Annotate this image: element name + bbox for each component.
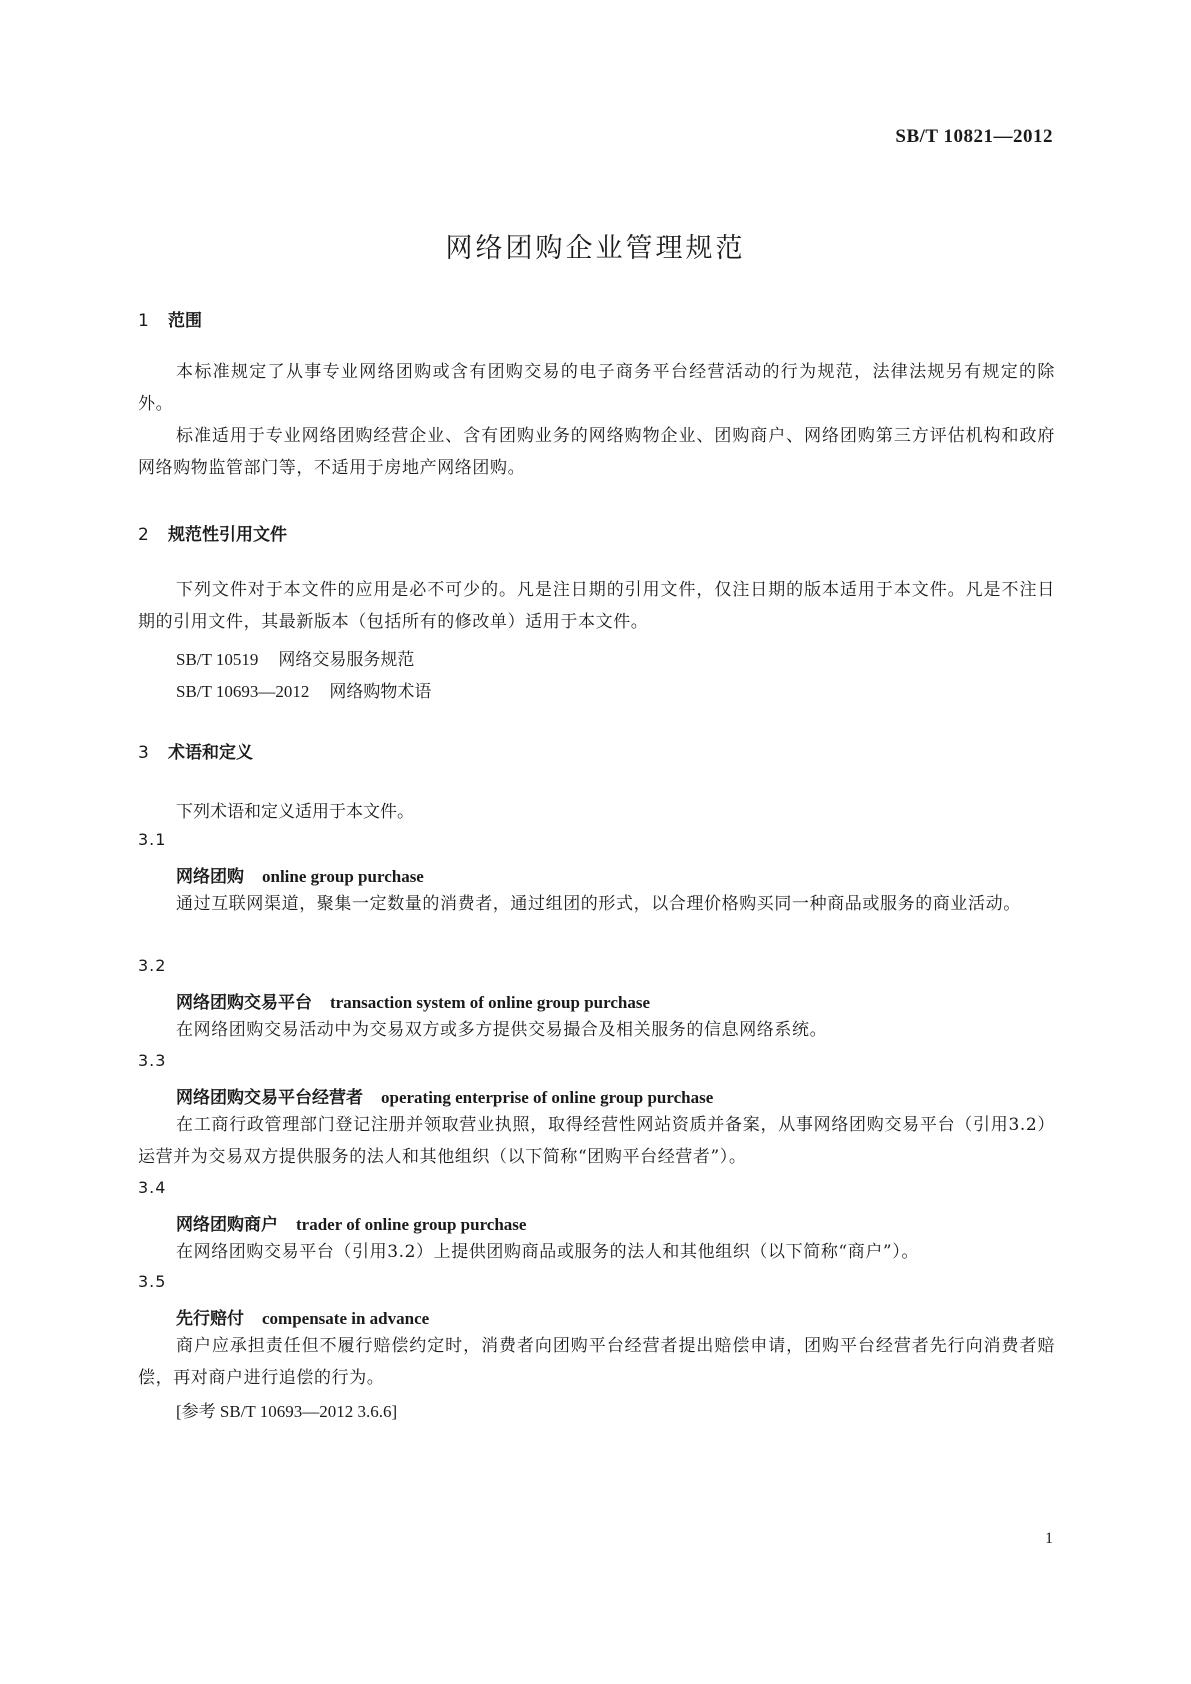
term-definition: 在网络团购交易平台（引用3.2）上提供团购商品或服务的法人和其他组织（以下简称“商户”）。	[176, 1242, 919, 1262]
term-number: 3.3	[138, 1051, 167, 1070]
term-english: operating enterprise of online group purchase	[381, 1088, 714, 1107]
term-heading	[176, 862, 424, 887]
document-title: 网络团购企业管理规范	[445, 233, 746, 264]
term-chinese: 网络团购交易平台经营者	[176, 1088, 363, 1108]
term-english: trader of online group purchase	[296, 1215, 527, 1234]
section-number: 3	[138, 743, 149, 763]
section-2-heading	[138, 520, 287, 545]
term-definition: 在网络团购交易活动中为交易双方或多方提供交易撮合及相关服务的信息网络系统。	[176, 1020, 828, 1040]
reference-name: 网络交易服务规范	[278, 650, 415, 670]
term-definition: 在工商行政管理部门登记注册并领取营业执照，取得经营性网站资质并备案，从事网络团购交易平台（引用3.2）运营并为交易双方提供服务的法人和其他组织（以下简称“团购平台经营者”）。	[138, 1115, 1055, 1167]
term-chinese: 网络团购	[176, 867, 244, 887]
term-note: [参考 SB/T 10693—2012 3.6.6]	[176, 1402, 398, 1421]
reference-item	[176, 645, 414, 670]
term-heading	[176, 1210, 526, 1235]
section-3-heading	[138, 738, 253, 763]
term-heading	[176, 988, 650, 1013]
reference-item	[176, 677, 431, 702]
paragraph: 本标准规定了从事专业网络团购或含有团购交易的电子商务平台经营活动的行为规范，法律法规另有规定的除外。	[138, 362, 1055, 414]
term-heading	[176, 1304, 429, 1329]
section-intro: 下列术语和定义适用于本文件。	[176, 802, 414, 822]
term-number: 3.5	[138, 1272, 167, 1291]
reference-code: SB/T 10693—2012	[176, 682, 310, 701]
reference-name: 网络购物术语	[329, 682, 432, 702]
standard-code: SB/T 10821—2012	[895, 126, 1053, 147]
section-title: 术语和定义	[168, 743, 253, 763]
section-title: 规范性引用文件	[168, 525, 287, 545]
term-definition: 商户应承担责任但不履行赔偿约定时，消费者向团购平台经营者提出赔偿申请，团购平台经营者先行向消费者赔偿，再对商户进行追偿的行为。	[138, 1336, 1055, 1388]
term-definition: 通过互联网渠道，聚集一定数量的消费者，通过组团的形式，以合理价格购买同一种商品或服务的商业活动。	[176, 894, 1021, 914]
term-number: 3.1	[138, 830, 167, 849]
section-number: 1	[138, 311, 149, 331]
page-number: 1	[1045, 1530, 1053, 1547]
term-chinese: 先行赔付	[176, 1309, 244, 1329]
paragraph: 标准适用于专业网络团购经营企业、含有团购业务的网络购物企业、团购商户、网络团购第三方评估机构和政府网络购物监管部门等，不适用于房地产网络团购。	[138, 426, 1055, 478]
term-english: transaction system of online group purchase	[330, 993, 651, 1012]
section-title: 范围	[168, 311, 202, 331]
term-chinese: 网络团购交易平台	[176, 993, 312, 1013]
term-heading	[176, 1083, 713, 1108]
section-1-heading	[138, 306, 202, 331]
term-english: compensate in advance	[262, 1309, 430, 1328]
reference-code: SB/T 10519	[176, 650, 259, 669]
paragraph: 下列文件对于本文件的应用是必不可少的。凡是注日期的引用文件，仅注日期的版本适用于本文件。凡是不注日期的引用文件，其最新版本（包括所有的修改单）适用于本文件。	[138, 580, 1055, 632]
term-chinese: 网络团购商户	[176, 1215, 278, 1235]
term-number: 3.4	[138, 1178, 167, 1197]
section-number: 2	[138, 525, 149, 545]
term-english: online group purchase	[262, 867, 424, 886]
term-number: 3.2	[138, 956, 167, 975]
